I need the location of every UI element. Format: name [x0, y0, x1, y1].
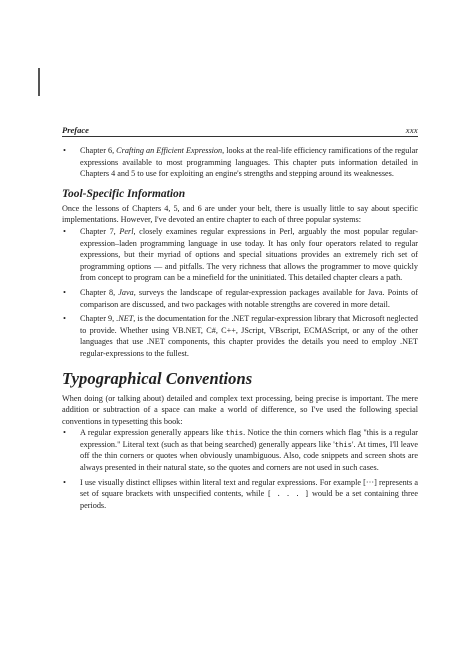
conventions-intro: When doing (or talking about) detailed and complex text processing, being precise is important. The mere addition or subtraction of a space can make a world of difference, so I've used the following special conventions in typesetting this book: [62, 393, 418, 426]
code-sample: [ . . . ] [267, 489, 310, 499]
list-item-chapter-7: • Chapter 7, Perl, closely examines regular expressions in Perl, arguably the most popular regular-expression–laden programming language in use today. It has only four operators related to regular expressions, but their myriad of options and special situations provides an extremely rich set of programming options — and pitfalls. The very richness that allows the programmer to move quickly from concept to program can be a minefield for the uninitiated. This detailed chapter clears a path. [62, 226, 418, 284]
list-item-chapter-8: • Chapter 8, Java, surveys the landscape of regular-expression packages available for Java. Points of comparison are discussed, and two packages with notable strengths are covered in more detail. [62, 287, 418, 310]
list-item-chapter-6: • Chapter 6, Crafting an Efficient Expression, looks at the real-life efficiency ramifications of the regular expressions available to most programming languages. This chapter puts information detailed in Chapters 4 and 5 to use for exploiting an engine's strengths and stepping around its weaknesses. [62, 145, 418, 180]
chapter-title: .NET [116, 314, 134, 324]
list-item-chapter-9: • Chapter 9, .NET, is the documentation for the .NET regular-expression library that Microsoft neglected to provide. Whether using VB.NET, C#, C++, JScript, VBscript, ECMAScript, or any of the other languages that use .NET components, this chapter provides the details you need to employ .NET regular-expressions to the fullest. [62, 313, 418, 359]
running-head [62, 125, 418, 137]
chapter-title: Java [118, 287, 134, 297]
margin-mark [38, 68, 40, 96]
tool-list [62, 226, 418, 360]
section-heading-typographical: Typographical Conventions [62, 368, 253, 388]
section-heading-tool-specific: Tool-Specific Information [62, 187, 186, 200]
chapter-title: Perl [119, 226, 134, 236]
page-body [62, 125, 418, 514]
running-head-title: Preface [62, 125, 89, 135]
list-item-ellipses: • I use visually distinct ellipses within literal text and regular expressions. For example [···] represents a set of square brackets with unspecified contents, while [ . . . ] would be a set containing three periods. [62, 477, 418, 512]
page-number: xxx [405, 125, 418, 135]
chapter-title: Crafting an Efficient Expression [116, 146, 223, 155]
code-sample: this [334, 439, 352, 449]
conventions-list [62, 427, 418, 511]
list-item-regex-appearance: • A regular expression generally appears like this. Notice the thin corners which flag "this is a regular expression." Literal text (such as that being searched) generally appears like 'this'. At times, I'll leave off the thin corners or quotes when obviously unambiguous. Also, code snippets and screen shots are always presented in their natural state, so the quotes and corners are not used in such cases. [62, 427, 418, 473]
intro-list [62, 145, 418, 180]
tool-section-intro: Once the lessons of Chapters 4, 5, and 6 are under your belt, there is usually little to say about specific implementations. However, I've devoted an entire chapter to each of three popular systems: [62, 203, 418, 225]
code-sample: this [225, 428, 244, 438]
